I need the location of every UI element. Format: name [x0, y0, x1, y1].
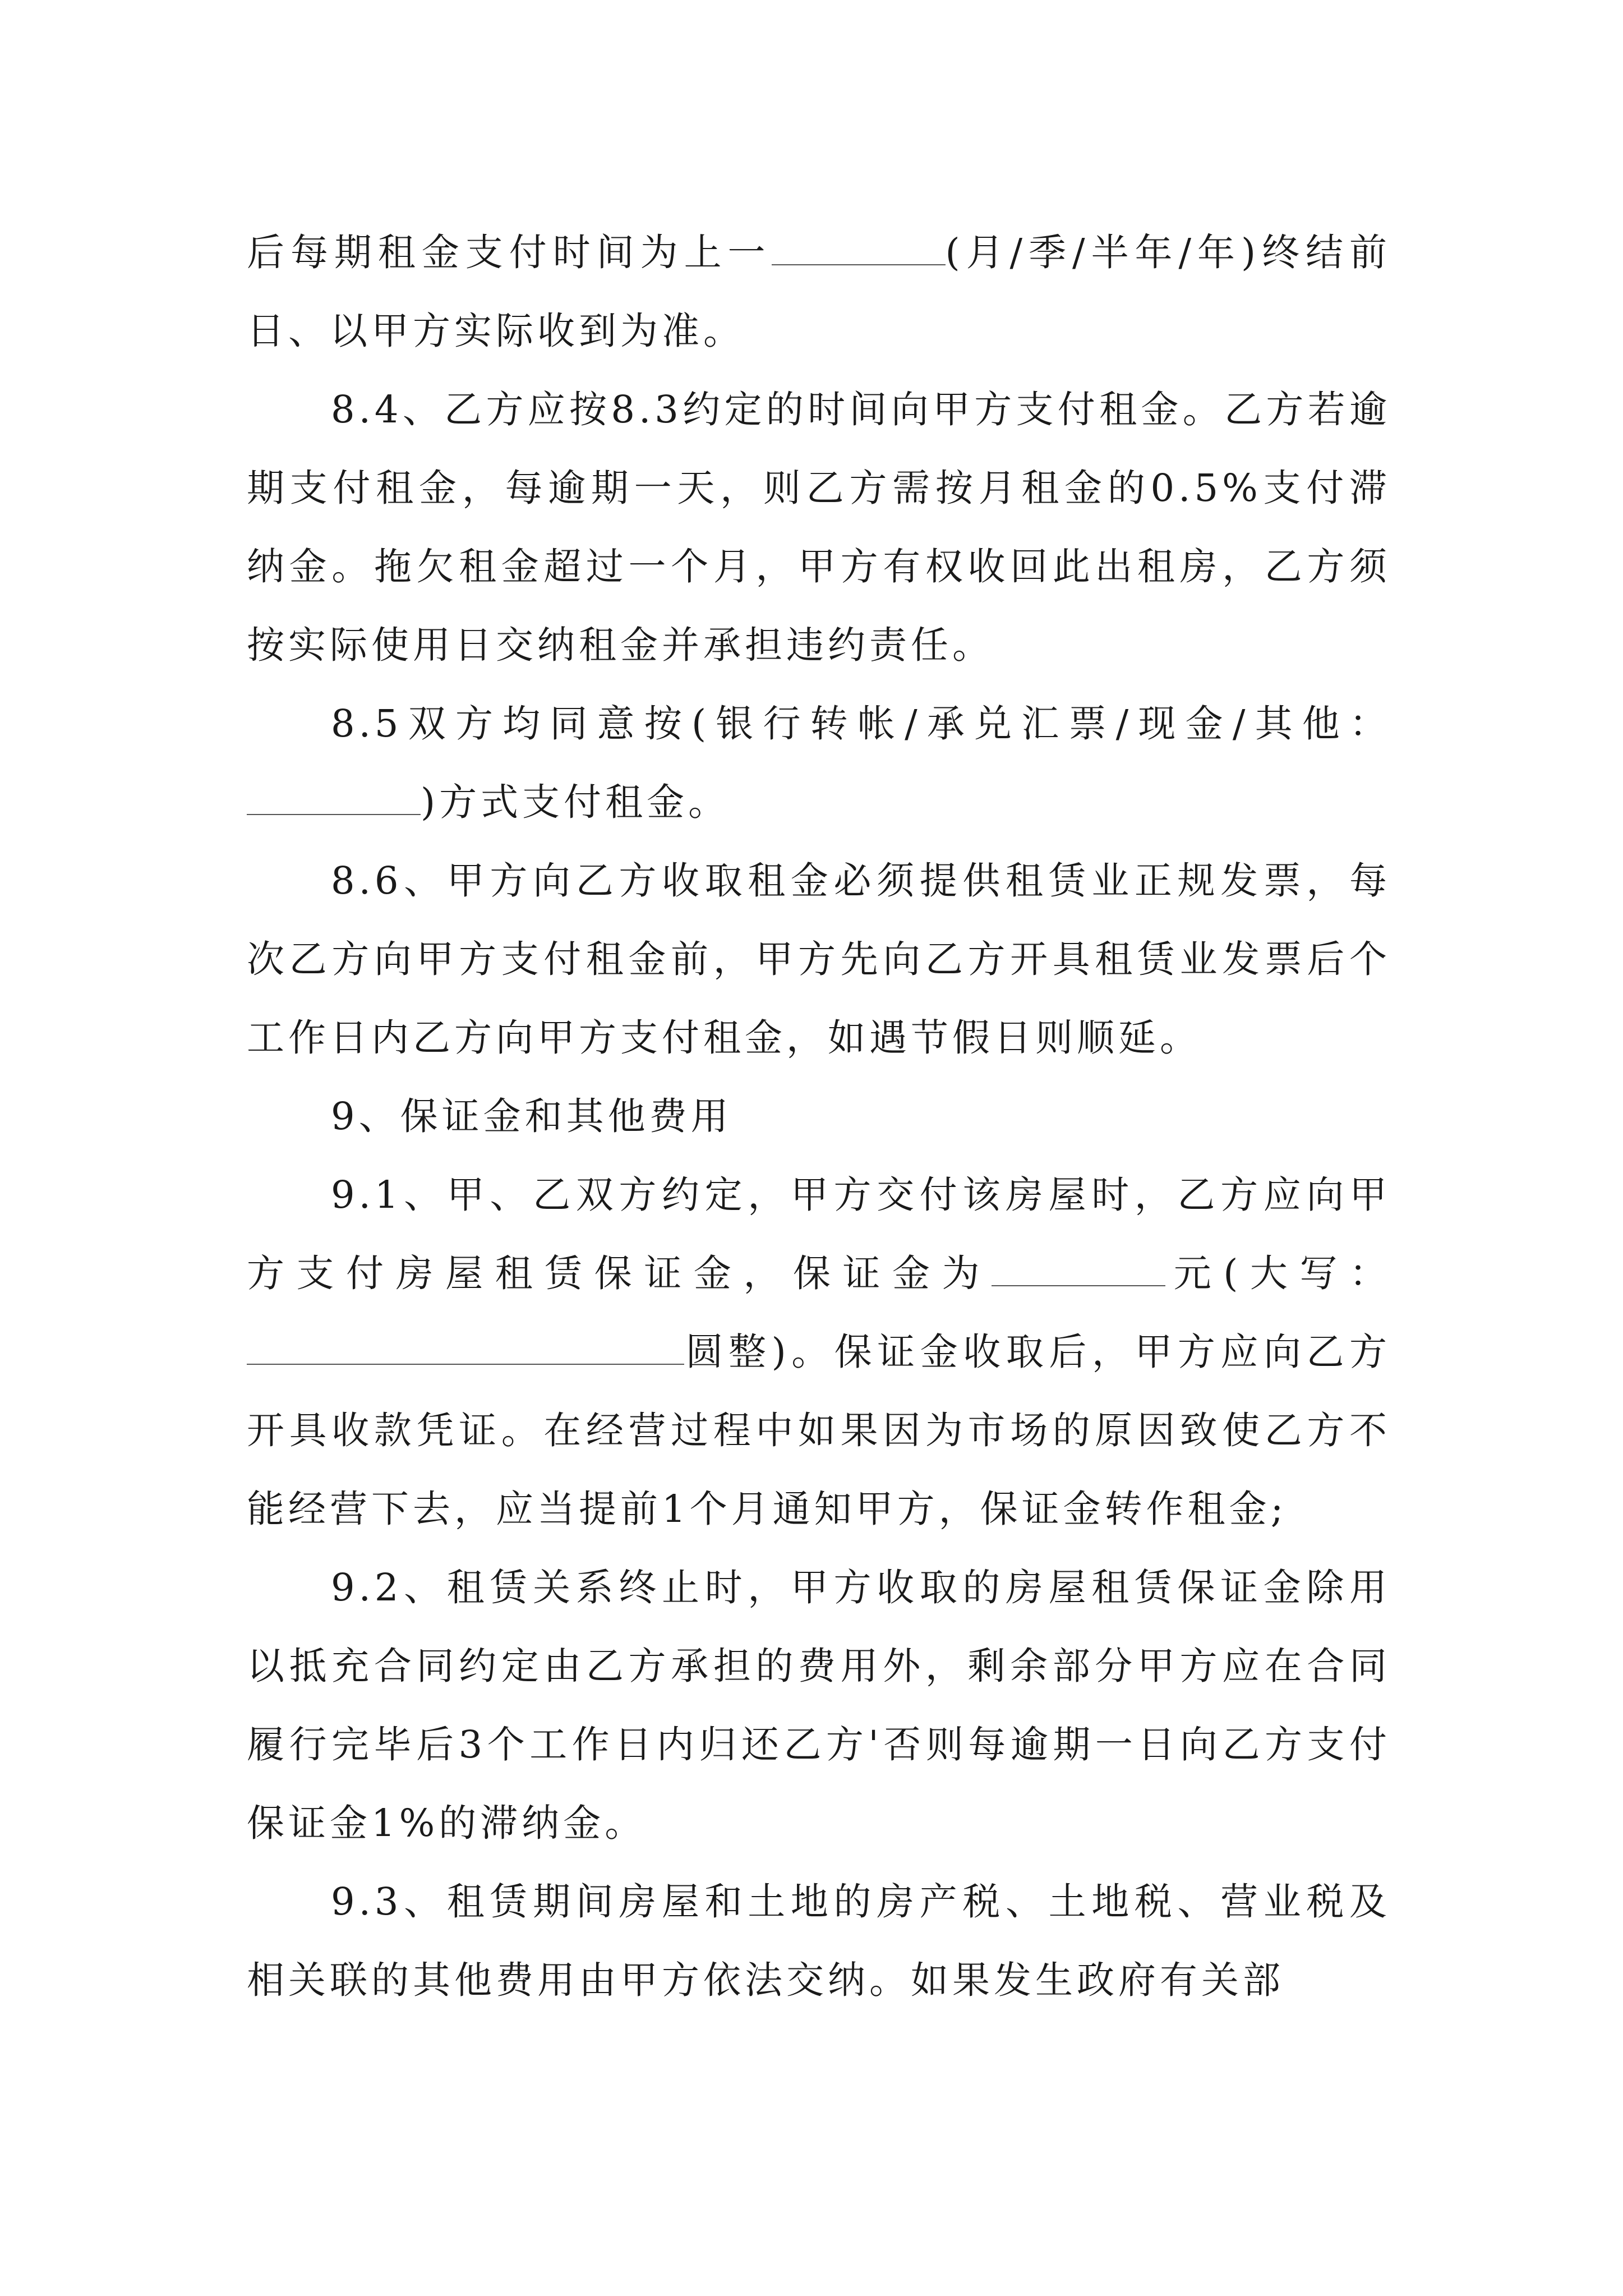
paragraph-8-4 [247, 370, 1391, 684]
paragraph-8-5 [247, 684, 1391, 841]
paragraph-9-2 [247, 1548, 1391, 1862]
paragraph-text: 9.1、甲、乙双方约定，甲方交付该房屋时，乙方应向甲方支付房屋租赁保证金，保证金为 [247, 1173, 1391, 1295]
paragraph-text: (月/季/半年/年)终结前日、以甲方实际收到为准。 [247, 231, 1391, 353]
paragraph-text: 8.5双方均同意按(银行转帐/承兑汇票/现金/其他： [331, 702, 1391, 746]
fill-in-blank [247, 783, 421, 815]
fill-in-blank [772, 233, 946, 265]
paragraph-9-3 [247, 1862, 1391, 2019]
paragraph-text: 9.2、租赁关系终止时，甲方收取的房屋租赁保证金除用以抵充合同约定由乙方承担的费用外，剩余部分甲方应在合同履行完毕后3个工作日内归还乙方'否则每逾期一日向乙方支付保证金1%的滞纳金。 [247, 1566, 1391, 1845]
contract-body [247, 213, 1391, 2019]
paragraph-text: )方式支付租金。 [421, 780, 730, 824]
heading-text: 9、保证金和其他费用 [331, 1094, 732, 1138]
paragraph-text: 圆整)。保证金收取后，甲方应向乙方开具收款凭证。在经营过程中如果因为市场的原因致使乙方不能经营下去，应当提前1个月通知甲方，保证金转作租金; [247, 1330, 1391, 1531]
paragraph-8-6 [247, 841, 1391, 1077]
fill-in-blank [992, 1254, 1165, 1286]
fill-in-blank [247, 1332, 684, 1365]
paragraph-text: 8.4、乙方应按8.3约定的时间向甲方支付租金。乙方若逾期支付租金，每逾期一天，则乙方需按月租金的0.5%支付滞纳金。拖欠租金超过一个月，甲方有权收回此出租房，乙方须按实际使用日交纳租金并承担违约责任。 [247, 388, 1391, 667]
paragraph-text: 8.6、甲方向乙方收取租金必须提供租赁业正规发票，每次乙方向甲方支付租金前，甲方先向乙方开具租赁业发票后个工作日内乙方向甲方支付租金，如遇节假日则顺延。 [247, 859, 1391, 1060]
paragraph-text: 9.3、租赁期间房屋和土地的房产税、土地税、营业税及相关联的其他费用由甲方依法交纳。如果发生政府有关部 [247, 1880, 1391, 2002]
section-heading-9 [247, 1077, 1391, 1156]
paragraph-text: 后每期租金支付时间为上一 [247, 231, 772, 274]
paragraph-text: 元(大写： [1165, 1251, 1391, 1295]
paragraph-rent-schedule [247, 213, 1391, 370]
paragraph-9-1 [247, 1156, 1391, 1548]
